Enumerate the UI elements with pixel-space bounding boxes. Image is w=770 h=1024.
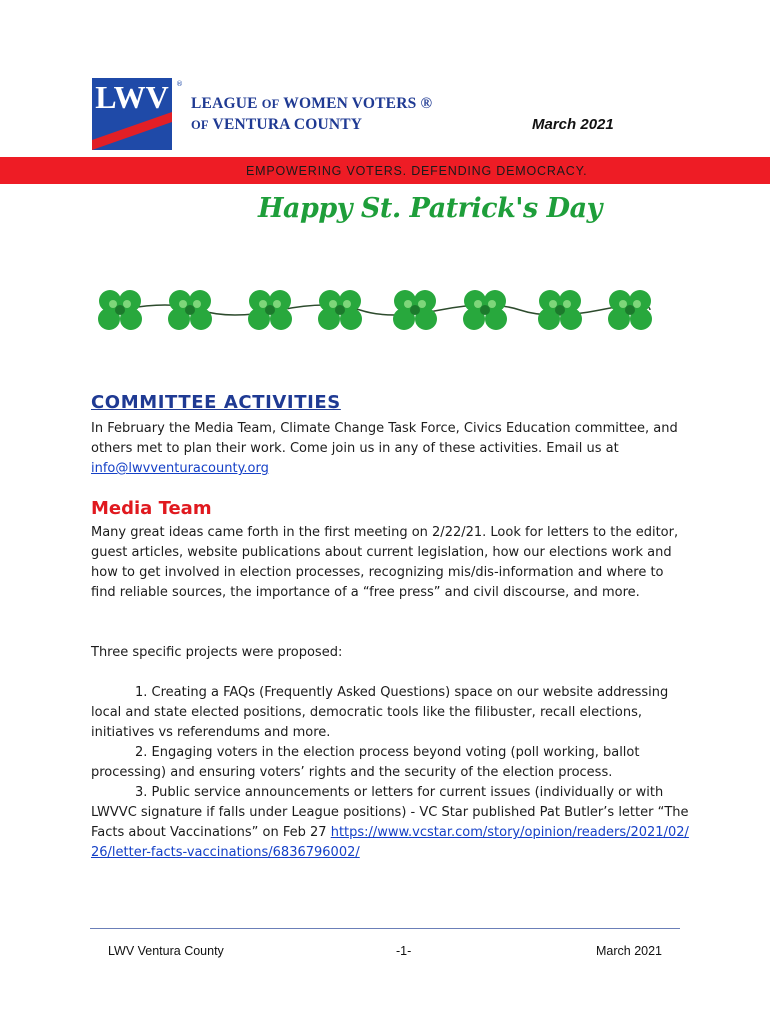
- shamrock-icon: [463, 290, 507, 330]
- shamrock-icon: [393, 290, 437, 330]
- projects-list: [91, 683, 691, 863]
- project-item-3: 3. Public service announcements or letters for current issues (individually or with LWVVC signature if falls under League positions) - VC Star published Pat Butler’s letter “The Facts about Vaccinations” on Feb 27 https://www.vcstar.com/story/opinion/readers/2021/02/26/letter-facts-vaccinations/6836796002/: [91, 785, 689, 860]
- shamrock-icon: [608, 290, 652, 330]
- page-number: -1-: [396, 944, 412, 958]
- shamrock-icon: [318, 290, 362, 330]
- vcstar-article-link[interactable]: https://www.vcstar.com/story/opinion/readers/2021/02/26/letter-facts-vaccinations/6836796002/: [91, 825, 689, 860]
- lwv-logo: [92, 78, 183, 150]
- svg-text:®: ®: [176, 80, 183, 88]
- footer-divider: [90, 928, 680, 929]
- shamrock-icon: [168, 290, 212, 330]
- shamrock-icon: [248, 290, 292, 330]
- shamrock-icon: [98, 290, 142, 330]
- shamrock-icon: [538, 290, 582, 330]
- org-name-line1: LEAGUE OF WOMEN VOTERS ®: [191, 95, 433, 112]
- projects-intro: Three specific projects were proposed:: [91, 645, 343, 660]
- logo-text: LWV: [95, 79, 169, 115]
- shamrock-garland: [90, 270, 666, 346]
- project-item-1: 1. Creating a FAQs (Frequently Asked Questions) space on our website addressing local and state elected positions, democratic tools like the filibuster, recall elections, initiatives vs referendums and more.: [91, 685, 669, 740]
- media-team-heading: Media Team: [91, 498, 212, 519]
- org-name-line2: OF VENTURA COUNTY: [191, 116, 363, 133]
- project-item-2: 2. Engaging voters in the election process beyond voting (poll working, ballot processing) and ensuring voters’ rights and the security of the election process.: [91, 745, 640, 780]
- committee-paragraph: In February the Media Team, Climate Change Task Force, Civics Education committee, and others met to plan their work. Come join us in any of these activities. Email us at info@lwvventuracounty.org: [91, 421, 678, 476]
- email-link[interactable]: info@lwvventuracounty.org: [91, 461, 269, 476]
- media-team-intro: Many great ideas came forth in the first meeting on 2/22/21. Look for letters to the editor, guest articles, website publications about current legislation, how our elections work and how to get involved in election processes, recognizing mis/dis-information and where to find reliable sources, the importance of a “free press” and civil discourse, and more.: [91, 525, 679, 600]
- committee-activities-heading: COMMITTEE ACTIVITIES: [91, 392, 341, 413]
- footer-org: LWV Ventura County: [108, 944, 224, 958]
- greeting-title: Happy St. Patrick's Day: [258, 193, 602, 224]
- footer-date: March 2021: [596, 944, 663, 958]
- issue-date: March 2021: [532, 116, 614, 133]
- banner-slogan: EMPOWERING VOTERS. DEFENDING DEMOCRACY.: [246, 164, 588, 178]
